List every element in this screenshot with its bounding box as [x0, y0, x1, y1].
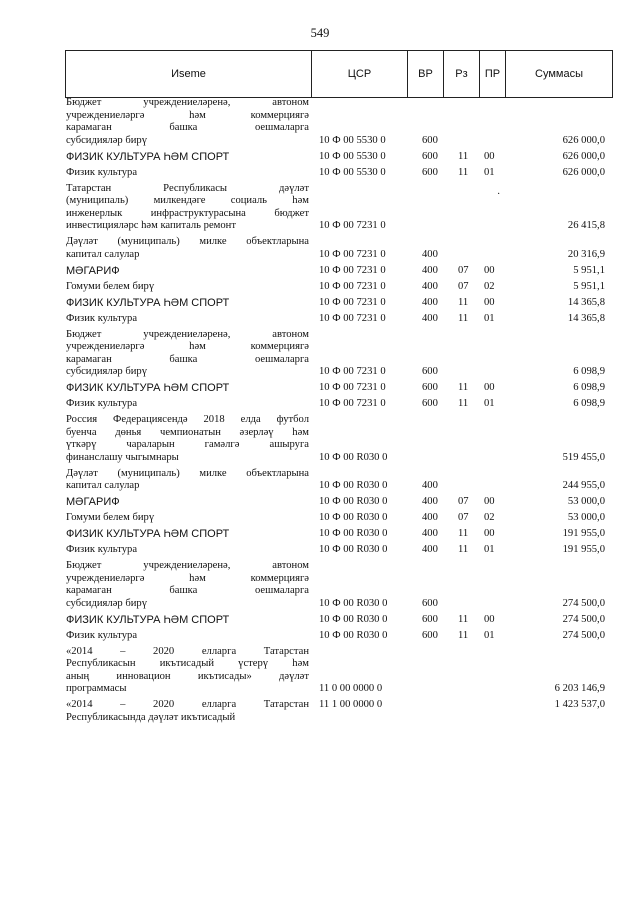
- row-name: [66, 236, 309, 261]
- row-rz: 11: [458, 296, 469, 308]
- row-csr: 10 Ф 00 7231 0: [319, 264, 386, 276]
- header-vr: ВР: [408, 51, 444, 97]
- row-name: [66, 630, 309, 643]
- row-name-line: инвестицияләрс һәм капиталь ремонт: [66, 220, 236, 231]
- row-name-line: Дәүләт (муниципаль) милке объектларына: [66, 236, 309, 247]
- row-sum: 14 365,8: [567, 296, 605, 308]
- row-name-line: капитал салулар: [66, 248, 140, 260]
- row-sum: 626 000,0: [562, 166, 605, 178]
- row-name-line: финанслашу чыгымнары: [66, 451, 179, 463]
- row-name-line: учреждениеләргә һәм коммерциягә: [66, 341, 309, 352]
- row-name-line: карамаган башка оешмаларга: [66, 585, 309, 596]
- row-name-line: Бюджет учреждениеләренә, автоном: [66, 560, 309, 571]
- row-csr: 10 Ф 00 R030 0: [319, 480, 388, 491]
- table-row: [0, 97, 640, 151]
- row-name-line: карамаган башка оешмаларга: [66, 122, 309, 133]
- row-rz: 11: [458, 150, 469, 162]
- row-name-line: МӘГАРИФ: [66, 496, 120, 508]
- row-sum: 274 500,0: [562, 597, 605, 609]
- table-row: [0, 699, 640, 728]
- row-vr: 400: [422, 544, 438, 555]
- table-row: [0, 183, 640, 237]
- row-sum: 6 098,9: [573, 398, 605, 409]
- table-header: [65, 50, 613, 98]
- row-pr: 00: [484, 528, 495, 539]
- row-sum: 26 415,8: [567, 220, 605, 231]
- row-vr: 400: [422, 264, 438, 276]
- row-vr: 400: [422, 296, 438, 308]
- row-csr: 10 Ф 00 7231 0: [319, 296, 386, 308]
- row-name-line: Гомуми белем бирү: [66, 512, 155, 523]
- row-csr: 10 Ф 00 7231 0: [319, 382, 386, 393]
- row-vr: 400: [422, 528, 438, 539]
- table-row: [0, 512, 640, 528]
- row-vr: 400: [422, 480, 438, 491]
- row-name-line: Физик культура: [66, 312, 138, 324]
- row-name-line: Республикасында дәүләт икътисадый: [66, 711, 236, 723]
- row-name-line: Россия Федерациясендә 2018 елда футбол: [66, 414, 309, 425]
- row-pr: 01: [484, 398, 495, 409]
- row-name-line: ФИЗИК КУЛЬТУРА ҺӘМ СПОРТ: [66, 382, 230, 394]
- row-sum: 5 951,1: [573, 264, 605, 276]
- row-name: [66, 151, 309, 164]
- row-csr: 10 Ф 00 7231 0: [319, 248, 386, 260]
- row-csr: 10 Ф 00 R030 0: [319, 544, 388, 555]
- row-csr: 10 Ф 00 5530 0: [319, 150, 386, 162]
- row-rz: 11: [458, 528, 469, 539]
- row-vr: 600: [422, 629, 438, 641]
- table-row: [0, 630, 640, 646]
- row-name-line: ФИЗИК КУЛЬТУРА ҺӘМ СПОРТ: [66, 296, 230, 309]
- row-sum: 6 098,9: [573, 382, 605, 393]
- table-row: [0, 167, 640, 183]
- table-row: [0, 646, 640, 700]
- row-csr: 10 Ф 00 5530 0: [319, 134, 386, 146]
- row-name: [66, 329, 309, 379]
- table-row: [0, 398, 640, 414]
- row-name-line: учреждениеләргә һәм коммерциягә: [66, 109, 309, 121]
- row-name: [66, 560, 309, 610]
- row-sum: 5 951,1: [573, 280, 605, 292]
- row-pr: 01: [484, 312, 495, 324]
- row-csr: 10 Ф 00 7231 0: [319, 366, 386, 377]
- row-rz: 07: [458, 496, 469, 507]
- row-name: [66, 646, 309, 696]
- row-vr: 600: [422, 366, 438, 377]
- row-vr: 400: [422, 496, 438, 507]
- row-rz: 11: [458, 629, 469, 641]
- row-sum: 244 955,0: [562, 480, 605, 491]
- row-pr: 00: [484, 264, 495, 276]
- table-row: [0, 414, 640, 468]
- row-pr: 02: [484, 512, 495, 523]
- header-csr: ЦСР: [312, 51, 408, 97]
- table-row: [0, 614, 640, 630]
- row-csr: 10 Ф 00 R030 0: [319, 451, 388, 463]
- table-row: [0, 528, 640, 544]
- row-name-line: аның инновацион икътисады» дәүләт: [66, 670, 309, 682]
- row-rz: 07: [458, 280, 469, 292]
- row-name: [66, 382, 309, 395]
- table-row: [0, 151, 640, 167]
- row-name-line: Физик культура: [66, 629, 138, 641]
- row-csr: 11 1 00 0000 0: [319, 699, 383, 710]
- row-csr: 10 Ф 00 7231 0: [319, 312, 386, 324]
- row-name-line: субсидияләр бирү: [66, 366, 147, 377]
- row-name-line: ФИЗИК КУЛЬТУРА ҺӘМ СПОРТ: [66, 613, 230, 626]
- row-rz: 11: [458, 544, 469, 555]
- page-number: 549: [310, 26, 330, 40]
- row-rz: 07: [458, 512, 469, 523]
- row-csr: 10 Ф 00 R030 0: [319, 512, 388, 523]
- row-csr: 10 Ф 00 R030 0: [319, 496, 388, 507]
- row-vr: 600: [422, 597, 438, 609]
- row-name-line: инженерлык инфраструктурасына бюджет: [66, 207, 309, 219]
- row-name-line: Татарстан Республикасы дәүләт: [66, 182, 309, 194]
- row-pr: 00: [484, 382, 495, 393]
- row-vr: 400: [422, 248, 438, 260]
- header-name: Иseme: [66, 51, 312, 97]
- table-body: [0, 97, 640, 728]
- row-name-line: «2014 – 2020 елларга Татарстан: [66, 645, 309, 657]
- table-row: [0, 382, 640, 398]
- row-sum: 14 365,8: [567, 312, 605, 324]
- row-name: [66, 281, 309, 294]
- row-name: [66, 414, 309, 464]
- row-vr: 600: [422, 150, 438, 162]
- table-row: [0, 496, 640, 512]
- row-name-line: Гомуми белем бирү: [66, 280, 155, 292]
- row-csr: 10 Ф 00 5530 0: [319, 166, 386, 178]
- margin-mark: ·: [497, 188, 501, 200]
- row-rz: 07: [458, 264, 469, 276]
- row-rz: 11: [458, 312, 469, 324]
- row-name: [66, 167, 309, 180]
- row-name: [66, 183, 309, 233]
- row-vr: 600: [422, 382, 438, 393]
- row-csr: 10 Ф 00 R030 0: [319, 597, 388, 609]
- row-name-line: карамаган башка оешмаларга: [66, 353, 309, 365]
- row-name-line: ФИЗИК КУЛЬТУРА ҺӘМ СПОРТ: [66, 150, 230, 163]
- row-name: [66, 398, 309, 411]
- row-name-line: Бюджет учреждениеләренә, автоном: [66, 328, 309, 340]
- row-csr: 10 Ф 00 R030 0: [319, 528, 388, 539]
- row-sum: 6 203 146,9: [554, 683, 605, 694]
- row-name: [66, 313, 309, 326]
- row-rz: 11: [458, 613, 469, 625]
- row-pr: 01: [484, 166, 495, 178]
- row-pr: 00: [484, 496, 495, 507]
- row-sum: 274 500,0: [562, 629, 605, 641]
- row-name-line: буенча дөнья чемпионатын әзерләү һәм: [66, 426, 309, 438]
- row-name-line: субсидияләр бирү: [66, 134, 147, 146]
- row-name-line: (муниципаль) милкендәге социаль һәм: [66, 195, 309, 206]
- row-pr: 00: [484, 296, 495, 308]
- row-name: [66, 496, 309, 509]
- table-row: [0, 297, 640, 313]
- row-name-line: Физик культура: [66, 544, 138, 555]
- row-name: [66, 468, 309, 493]
- row-name-line: Республикасын икътисадый үстерү һәм: [66, 658, 309, 669]
- header-rz: Рз: [444, 51, 480, 97]
- row-vr: 600: [422, 613, 438, 625]
- row-sum: 519 455,0: [562, 451, 605, 463]
- row-name: [66, 528, 309, 541]
- table-row: [0, 236, 640, 265]
- table-row: [0, 468, 640, 497]
- row-vr: 400: [422, 280, 438, 292]
- row-name-line: субсидияләр бирү: [66, 597, 147, 609]
- row-rz: 11: [458, 398, 469, 409]
- row-csr: 10 Ф 00 7231 0: [319, 280, 386, 292]
- row-csr: 10 Ф 00 7231 0: [319, 220, 386, 231]
- row-csr: 10 Ф 00 R030 0: [319, 613, 388, 625]
- table-row: [0, 265, 640, 281]
- row-name: [66, 614, 309, 627]
- row-csr: 10 Ф 00 7231 0: [319, 398, 386, 409]
- row-sum: 191 955,0: [562, 528, 605, 539]
- row-name: [66, 97, 309, 147]
- row-sum: 626 000,0: [562, 134, 605, 146]
- table-row: [0, 560, 640, 614]
- row-rz: 11: [458, 166, 469, 178]
- row-pr: 01: [484, 544, 495, 555]
- row-name-line: Физик культура: [66, 398, 138, 409]
- row-name-line: учреждениеләргә һәм коммерциягә: [66, 572, 309, 584]
- row-csr: 10 Ф 00 R030 0: [319, 629, 388, 641]
- row-sum: 626 000,0: [562, 150, 605, 162]
- header-sum: Суммасы: [535, 68, 583, 80]
- row-name: [66, 297, 309, 310]
- row-pr: 00: [484, 150, 495, 162]
- row-name-line: Физик культура: [66, 166, 138, 178]
- row-sum: 20 316,9: [567, 248, 605, 260]
- row-pr: 00: [484, 613, 495, 625]
- row-sum: 6 098,9: [573, 366, 605, 377]
- row-pr: 02: [484, 280, 495, 292]
- row-name-line: программасы: [66, 683, 127, 694]
- row-name: [66, 544, 309, 557]
- table-row: [0, 313, 640, 329]
- row-name: [66, 699, 309, 724]
- row-sum: 53 000,0: [567, 496, 605, 507]
- row-vr: 600: [422, 398, 438, 409]
- row-pr: 01: [484, 629, 495, 641]
- row-vr: 600: [422, 134, 438, 146]
- table-row: [0, 544, 640, 560]
- row-name-line: Дәүләт (муниципаль) милке объектларына: [66, 467, 309, 479]
- row-name-line: ФИЗИК КУЛЬТУРА ҺӘМ СПОРТ: [66, 528, 230, 540]
- row-name-line: «2014 – 2020 елларга Татарстан: [66, 699, 309, 710]
- row-rz: 11: [458, 382, 469, 393]
- row-name: [66, 512, 309, 525]
- row-vr: 600: [422, 166, 438, 178]
- row-csr: 11 0 00 0000 0: [319, 683, 383, 694]
- row-vr: 400: [422, 512, 438, 523]
- header-pr: ПР: [480, 51, 506, 97]
- row-name: [66, 265, 309, 278]
- row-sum: 274 500,0: [562, 613, 605, 625]
- row-name-line: капитал салулар: [66, 480, 140, 491]
- row-name-line: Бюджет учреждениеләренә, автоном: [66, 97, 309, 108]
- row-sum: 1 423 537,0: [554, 699, 605, 710]
- row-name-line: МӘГАРИФ: [66, 264, 120, 277]
- row-sum: 53 000,0: [567, 512, 605, 523]
- row-vr: 400: [422, 312, 438, 324]
- table-row: [0, 329, 640, 383]
- table-row: [0, 281, 640, 297]
- row-sum: 191 955,0: [562, 544, 605, 555]
- row-name-line: үткәрү чараларын гамәлгә ашыруга: [66, 439, 309, 450]
